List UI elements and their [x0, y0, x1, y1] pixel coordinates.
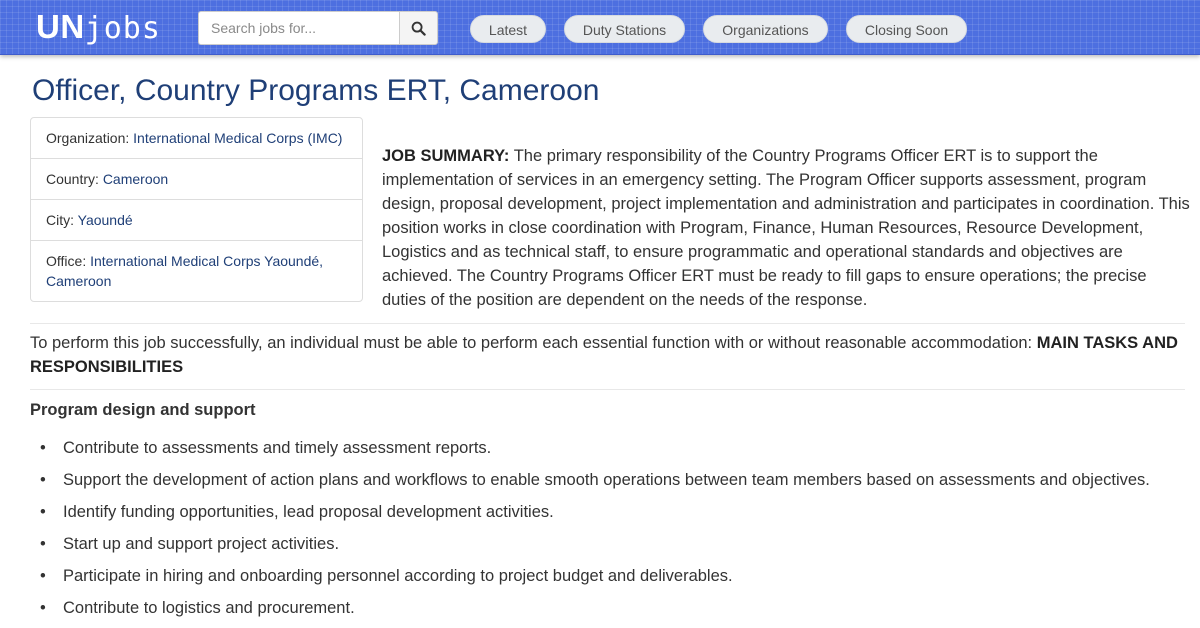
- office-link[interactable]: International Medical Corps Yaoundé, Cameroon: [46, 253, 324, 289]
- country-link[interactable]: Cameroon: [102, 171, 169, 187]
- list-item-text: Start up and support project activities.: [63, 535, 340, 553]
- list-item-text: Identify funding opportunities, lead proposal development activities.: [63, 503, 554, 521]
- job-summary-text: The primary responsibility of the Country Programs Officer ERT is to support the implementation of services in an emergency setting. The Program Officer supports assessment, program design, proposal development, project implementation and administration and participates in coordination. This position works in close coordination with Program, Finance, Human Resources, Resource Development, Logistics and as technical staff, to ensure programmatic and operational standards and objectives are achieved. The Country Programs Officer ERT must be ready to fill gaps to ensure operations; the precise duties of the position are dependent on the needs of the response.: [382, 147, 1190, 309]
- detail-country-label: Country:: [46, 171, 99, 187]
- bullet-icon: •: [40, 535, 46, 553]
- bullet-icon: •: [40, 599, 46, 617]
- nav-closing-soon[interactable]: Closing Soon: [846, 15, 967, 43]
- job-details-panel: [30, 117, 363, 302]
- list-item-text: Participate in hiring and onboarding personnel according to project budget and deliverables.: [63, 567, 733, 585]
- nav-latest[interactable]: Latest: [470, 15, 546, 43]
- list-item: [30, 500, 1195, 532]
- nav-organizations[interactable]: Organizations: [703, 15, 828, 43]
- perform-text: To perform this job successfully, an individual must be able to perform each essential function with or without reasonable accommodation:: [30, 334, 1033, 352]
- bullet-icon: •: [40, 471, 46, 489]
- bullet-icon: •: [40, 567, 46, 585]
- section-heading: Program design and support: [30, 401, 256, 419]
- detail-office: [31, 241, 362, 301]
- perform-statement: [30, 331, 1190, 379]
- organization-link[interactable]: International Medical Corps (IMC): [133, 130, 343, 146]
- unjobs-logo[interactable]: [36, 8, 161, 53]
- list-item: [30, 564, 1195, 596]
- list-item-text: Support the development of action plans and workflows to enable smooth operations between team members based on assessments and objectives.: [63, 471, 1150, 489]
- bullet-icon: •: [40, 503, 46, 521]
- page-title: Officer, Country Programs ERT, Cameroon: [32, 74, 600, 107]
- detail-country: [31, 159, 362, 200]
- divider: [30, 323, 1185, 324]
- perform-bold: MAIN TASKS AND RESPONSIBILITIES: [30, 334, 1178, 376]
- list-item: [30, 468, 1195, 500]
- city-link[interactable]: Yaoundé: [77, 212, 133, 228]
- list-item: [30, 436, 1195, 468]
- search-button[interactable]: [399, 11, 438, 45]
- detail-city-label: City:: [46, 212, 74, 228]
- list-item-text: Contribute to assessments and timely assessment reports.: [63, 439, 492, 457]
- detail-city: [31, 200, 362, 241]
- job-summary: [382, 144, 1192, 312]
- search-input[interactable]: [198, 11, 399, 45]
- job-summary-heading: JOB SUMMARY:: [382, 147, 510, 165]
- search-form: [198, 11, 438, 45]
- logo-un: UN: [36, 8, 85, 45]
- detail-organization-label: Organization:: [46, 130, 130, 146]
- detail-organization: [31, 118, 362, 159]
- nav-duty-stations[interactable]: Duty Stations: [564, 15, 685, 43]
- divider: [30, 389, 1185, 390]
- top-navbar: [0, 0, 1200, 55]
- detail-office-label: Office:: [46, 253, 87, 269]
- logo-jobs: jobs: [84, 11, 161, 46]
- list-item: [30, 532, 1195, 564]
- list-item: [30, 596, 1195, 628]
- list-item-text: Contribute to logistics and procurement.: [63, 599, 355, 617]
- task-list: [30, 436, 1195, 628]
- bullet-icon: •: [40, 439, 46, 457]
- search-icon: [411, 21, 426, 36]
